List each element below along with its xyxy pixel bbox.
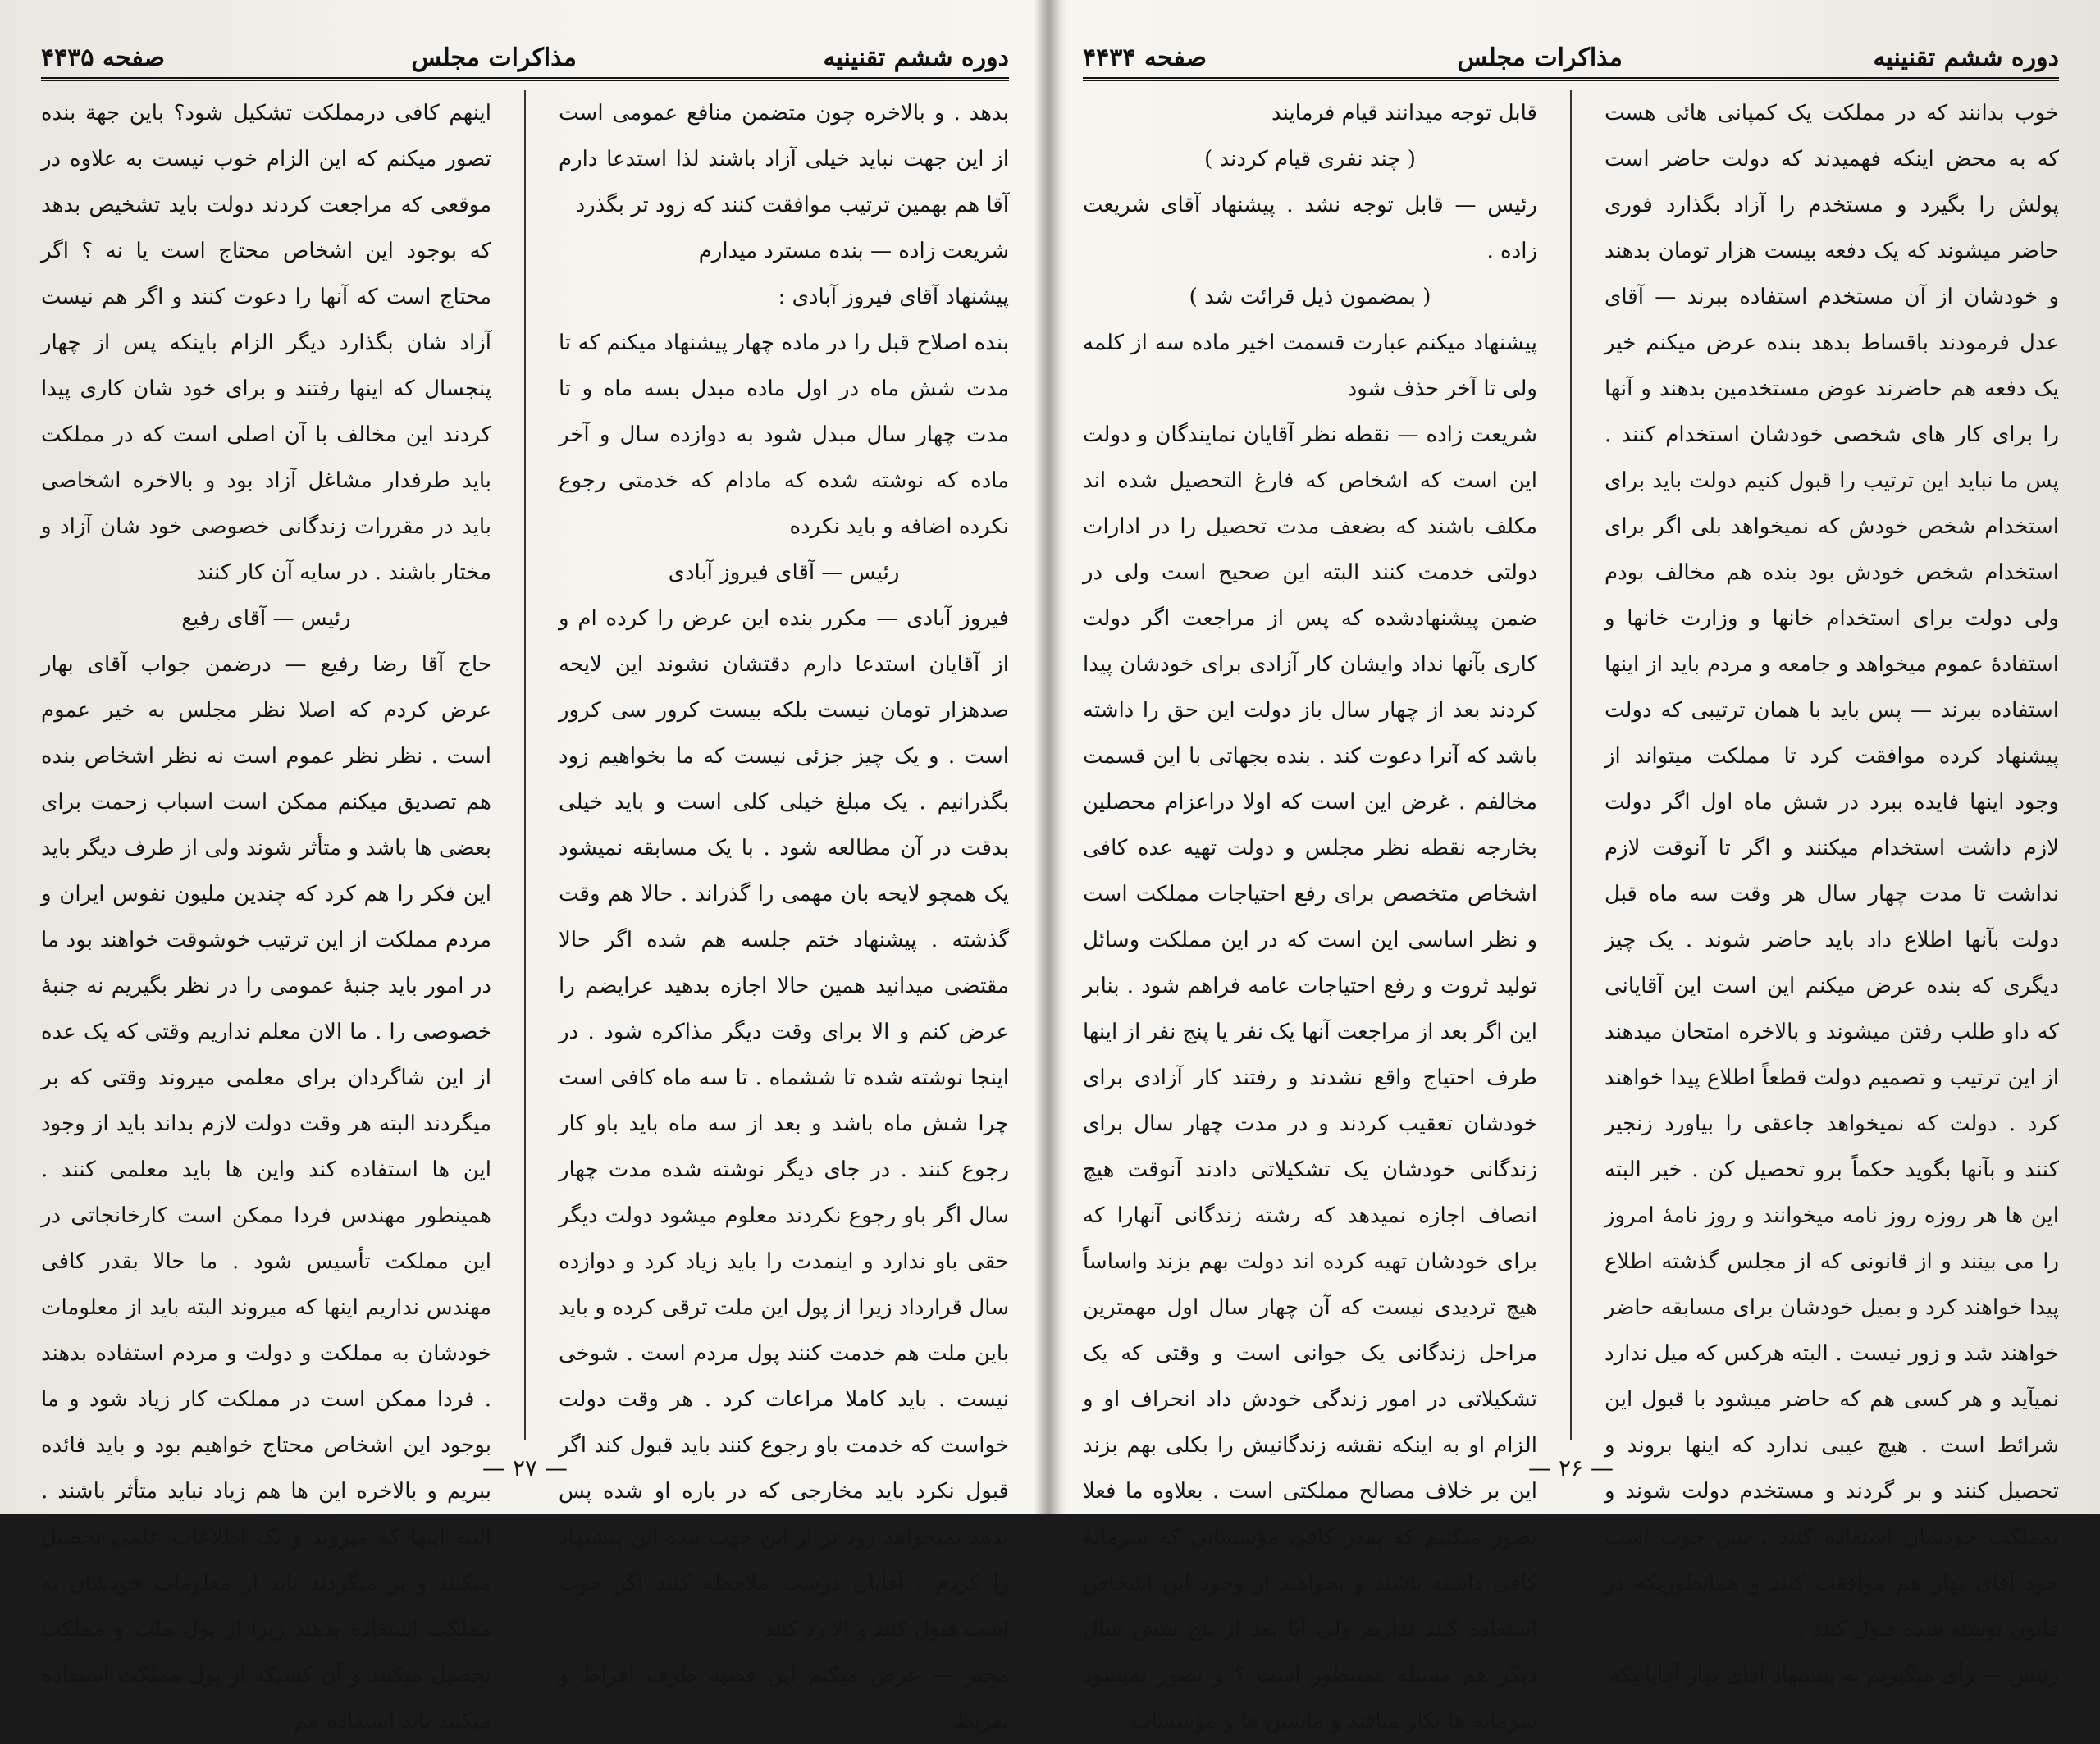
left-page-footer: — ۲۷ — — [482, 1454, 568, 1481]
article-paragraph: بنده اصلاح قبل را در ماده چهار پیشنهاد میکنم که تا مدت شش ماه در اول ماده مبدل بسه ماه و تا مدت چهار سال مبدل شود به دوازده سال و آخر ماده که نوشته شده که مادام که خدمتی رجوع نکرده اضافه و باید نکرده — [559, 331, 1009, 539]
article-paragraph: قابل توجه میدانند قیام فرمایند — [1271, 101, 1537, 126]
book-gutter — [1035, 0, 1060, 1514]
left-header-rule — [41, 77, 1009, 81]
article-paragraph: اینهم کافی درمملکت تشکیل شود؟ باین جهة بنده تصور میکنم که این الزام خوب نیست به علاوه در موقعی که مراجعت کردند دولت باید تشخیص بدهد که بوجود این اشخاص محتاج است یا نه ؟ اگر محتاج است که آنها را دعوت کنند و اگر هم نیست آزاد شان بگذارد دیگر الزام باینکه پس از چهار پنجسال که اینها رفتند و برای خود شان کاری پیدا کردند این مخالف با آن اصلی است که در مملکت باید طرفدار مشاغل آزاد بود و بالاخره اشخاصی باید در مقررات زندگانی خصوصی خود شان آزاد و مختار باشند . در سایه آن کار کنند — [41, 101, 491, 585]
article-paragraph: حاج آقا رضا رفیع — درضمن جواب آقای بهار عرض کردم که اصلا نظر مجلس به خیر عموم است . نظر نظر عموم است نه نظر اشخاص بنده هم تصدیق میکنم ممکن است اسباب زحمت برای بعضی ها باشد و متأثر شوند ولی از طرف دیگر باید این فکر را هم کرد که چندین ملیون نفوس ایران و مردم مملکت از این ترتیب خوشوقت خواهند بود ما در امور باید جنبهٔ عمومی را در نظر بگیریم نه جنبهٔ خصوصی را . ما الان معلم نداریم وقتی که یک عده از این شاگردان برای معلمی میروند وقتی که بر میگردند البته هر وقت دولت لازم بداند باید از وجود این ها استفاده کند واین ها باید معلمی کنند . همینطور مهندس فردا ممکن است کارخانجاتی در این مملکت تأسیس شود . ما حالا بقدر کافی مهندس نداریم اینها که میروند البته باید از معلومات خودشان به مملکت و دولت و مردم استفاده بدهند . فردا ممکن است در مملکت کار زیاد شود و ما بوجود این اشخاص محتاج خواهیم بود و باید فائده ببریم و بالاخره این ها هم زیاد نباید متأثر باشند . البته اینها که میروند و یک اطلاعات علمی تحصیل میکنند و بر میگردند باید از معلومات خودشان به مملکت استفاده بدهند زیرا از پول ملت و مملکت تحصیل میکنند و آن کسیکه از پول مملکت استفاده میکنند باید استفاده هم — [41, 652, 491, 1733]
article-paragraph: مخبر — عرض میکنم این قضیه طرف افراط و تفریط — [559, 1663, 1009, 1733]
left-page-title: مذاکرات مجلس — [411, 43, 577, 72]
article-paragraph: پیشنهاد آقای فیروز آبادی : — [778, 285, 1009, 309]
right-page-footer: — ۲۶ — — [1528, 1454, 1614, 1481]
left-page — [16, 0, 1034, 1733]
article-paragraph: رئیس — آقای فیروز آبادی — [668, 560, 900, 585]
article-paragraph: رئیس — رأی میگیریم به پیشنهاد آقای بهار آقایانیکه — [1609, 1663, 2059, 1687]
article-paragraph: بدهد . و بالاخره چون متضمن منافع عمومی است از این جهت نباید خیلی آزاد باشند لذا استدعا دارم آقا هم بهمین ترتیب موافقت کنند که زود تر بگذرد — [559, 101, 1009, 217]
article-paragraph: فیروز آبادی — مکرر بنده این عرض را کرده ام و از آقایان استدعا دارم دقتشان نشوند این لایحه صدهزار تومان نیست بلکه بیست کرور سی کرور است . و یک چیز جزئی نیست که ما بخواهیم زود بگذرانیم . یک مبلغ خیلی کلی است و باید خیلی بدقت در آن مطالعه شود . با یک مسابقه نمیشود یک همچو لایحه بان مهمی را گذراند . حالا هم وقت گذشته . پیشنهاد ختم جلسه هم شده اگر حالا مقتضی میدانید همین حالا اجازه بدهید عرایضم را عرض کنم و الا برای وقت دیگر مذاکره شود . در اینجا نوشته شده تا ششماه . تا سه ماه کافی است چرا شش ماه باشد و بعد از سه ماه باید باو کار رجوع کنند . در جای دیگر نوشته شده مدت چهار سال اگر باو رجوع نکردند معلوم میشود دولت دیگر حقی باو ندارد و اینمدت را باید زیاد کرد و دوازده سال قرارداد زیرا از پول این ملت ترقی کرده و باید باین ملت هم خدمت کنند پول مردم است . شوخی نیست . باید کاملا مراعات کرد . هر وقت دولت خواست که خدمت باو رجوع کنند باید قبول کند اگر قبول نکرد باید مخارجی که در باره او شده پس بدهد نمیخواهد زود تر از این جهت بنده این پیشنهاد را کردم . آقایان درست ملاحظه کنند اگر خوب است قبول کنند و الا رد کنند — [559, 606, 1009, 1641]
article-paragraph: ( چند نفری قیام کردند ) — [1204, 147, 1416, 171]
right-page — [1058, 0, 2084, 1733]
right-page-title: مذاکرات مجلس — [1457, 43, 1623, 72]
article-paragraph: ( بمضمون ذیل قرائت شد ) — [1189, 285, 1431, 309]
article-paragraph: رئیس — قابل توجه نشد . پیشنهاد آقای شریعت زاده . — [1083, 193, 1537, 263]
right-page-header — [1083, 33, 2059, 82]
right-column-2 — [1083, 90, 1537, 1733]
right-page-number: صفحه ۴۴۳۴ — [1083, 43, 1208, 72]
left-column-divider — [524, 90, 526, 1440]
left-column-1 — [559, 90, 1009, 1733]
article-paragraph: شریعت زاده — نقطه نظر آقایان نمایندگان و دولت این است که اشخاص که فارغ التحصیل شده اند مکلف باشند که بضعف مدت تحصیل را در ادارات دولتی خدمت کنند البته این صحیح است ولی در ضمن پیشنهادشده که پس از مراجعت اگر دولت کاری بآنها نداد وایشان کار آزادی برای خودشان پیدا کردند بعد از چهار سال باز دولت این حق را داشته باشد که آنرا دعوت کند . بنده بجهاتی با این قسمت مخالفم . غرض این است که اولا دراعزام محصلین بخارجه نقطه نظر مجلس و دولت تهیه عده کافی اشخاص متخصص برای رفع احتیاجات مملکت است و نظر اساسی این است که در این مملکت وسائل تولید ثروت و رفع احتیاجات عامه فراهم شود . بنابر این اگر بعد از مراجعت آنها یک نفر یا پنج نفر از اینها طرف احتیاج واقع نشدند و رفتند کار آزادی برای خودشان تعقیب کردند و در مدت چهار سال برای زندگانی خودشان یک تشکیلاتی دادند آنوقت هیچ انصاف اجازه نمیدهد که رشته زندگانی آنهارا که برای خودشان تهیه کرده اند دولت بهم بزند واساساً هیچ تردیدی نیست که آن چهار سال اول مهمترین مراحل زندگانی یک جوانی است و وقتی که یک تشکیلاتی در امور زندگی خودش داد انحراف او و الزام او به اینکه نقشه زندگانیش را بکلی بهم بزند این بر خلاف مصالح مملکتی است . بعلاوه ما فعلا تصور میکنیم که بقدر کافی مؤسساتی که سرمایهٔ کافی داشته باشند و بخواهند از وجود این اشخاص استفاده کنند نداریم ولی آیا بعد از پنج شش سال دیگر هم مسئله همینطور است ؟ و تصور نمیشود سرمایه ها بکار میافتد و ماشین ها و مؤسسات — [1083, 422, 1537, 1733]
left-session-label: دوره ششم تقنینیه — [823, 43, 1009, 72]
right-column-1 — [1605, 90, 2060, 1687]
left-column-2 — [41, 90, 491, 1733]
article-paragraph: خوب بدانند که در مملکت یک کمپانی هائی هست که به محض اینکه فهمیدند که دولت حاضر است پولش را بگیرد و مستخدم را آزاد بگذارد فوری حاضر میشوند که یک دفعه بیست هزار تومان بدهند و خودشان از آن مستخدم استفاده ببرند — آقای عدل فرمودند باقساط بدهد بنده عرض میکنم خیر یک دفعه هم حاضرند عوض مستخدمین بدهند و آنها را برای کار های شخصی خودشان استخدام کنند . پس ما نباید این ترتیب را قبول کنیم دولت باید برای استخدام شخص خودش که نمیخواهد بلی اگر برای استخدام شخص خودش بود بنده هم مخالف بودم ولی دولت برای استخدام خانها و وزارت خانها و استفادهٔ عموم میخواهد و جامعه و مردم باید از اینها استفاده ببرند — پس باید با همان ترتیبی که دولت پیشنهاد کرده موافقت کرد تا مملکت میتواند از وجود اینها فایده ببرد در شش ماه اول اگر دولت لازم داشت استخدام میکنند و اگر تا آنوقت لازم نداشت تا مدت چهار سال هر وقت سه ماه قبل دولت بآنها اطلاع داد باید حاضر شوند . یک چیز دیگری که بنده عرض میکنم این است این آقایانی که داو طلب رفتن میشوند و بالاخره امتحان میدهند از این ترتیب و تصمیم دولت قطعاً اطلاع پیدا خواهند کرد . دولت که نمیخواهد جاعقی را بیاورد زنجیر کنند و بآنها بگوید حکماً برو تحصیل کن . خیر البته این ها هر روزه روز نامه میخوانند و روز نامهٔ امروز را می بینند و از قانونی که از مجلس گذشته اطلاع پیدا خواهند کرد و بمیل خودشان برای مسابقه حاضر خواهند شد و زور نیست . البته هرکس که میل ندارد نمیآید و هر کسی هم که حاضر میشود با قبول این شرائط است . هیچ عیبی ندارد که اینها بروند و تحصیل کنند و بر گردند و مستخدم دولت شوند و بمملکت خودشان استفاده کنند . پس خوب است خود آقای بهار هم موافقت کنند و همانطوریکه در قانون نوشته شده قبول کنند . — [1605, 101, 2060, 1641]
right-header-rule — [1083, 77, 2059, 81]
article-paragraph: پیشنهاد میکنم عبارت قسمت اخیر ماده سه از کلمه ولی تا آخر حذف شود — [1083, 331, 1537, 401]
article-paragraph: رئیس — آقای رفیع — [181, 606, 351, 631]
left-page-number: صفحه ۴۴۳۵ — [41, 43, 166, 72]
right-column-divider — [1570, 90, 1572, 1440]
left-page-header — [41, 33, 1009, 82]
right-session-label: دوره ششم تقنینیه — [1873, 43, 2059, 72]
article-paragraph: شریعت زاده — بنده مسترد میدارم — [698, 239, 1009, 263]
